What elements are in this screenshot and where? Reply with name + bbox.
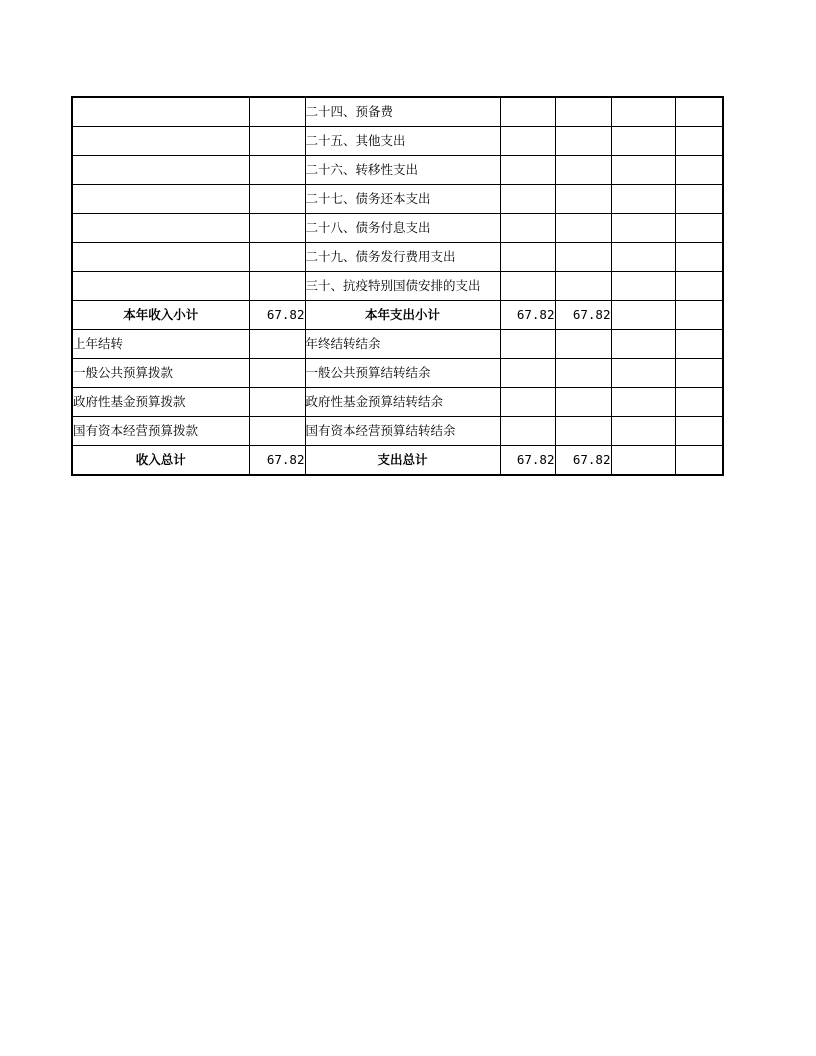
table-row (72, 97, 723, 127)
expense-item: 二十四、预备费 (305, 97, 500, 127)
expense-general-budget (555, 417, 611, 446)
expense-capital-budget (675, 214, 723, 243)
expense-fund-budget (611, 214, 675, 243)
expense-general-budget (555, 388, 611, 417)
expense-total (500, 388, 555, 417)
expense-fund-budget (611, 156, 675, 185)
expense-subtotal-total: 67.82 (500, 301, 555, 330)
expense-fund-budget (611, 185, 675, 214)
expense-fund-budget (611, 243, 675, 272)
income-amount (249, 359, 305, 388)
expense-total (500, 185, 555, 214)
expense-item: 国有资本经营预算结转结余 (305, 417, 500, 446)
income-amount (249, 214, 305, 243)
table-row (72, 417, 723, 446)
expense-fund-budget (611, 330, 675, 359)
expense-item: 二十七、债务还本支出 (305, 185, 500, 214)
income-amount (249, 330, 305, 359)
expense-subtotal-fund-budget (611, 301, 675, 330)
expense-total (500, 97, 555, 127)
income-amount (249, 97, 305, 127)
income-item: 国有资本经营预算拨款 (72, 417, 249, 446)
expense-general-budget (555, 330, 611, 359)
expense-general-budget (555, 97, 611, 127)
expense-fund-budget (611, 127, 675, 156)
expense-grand-capital-budget (675, 446, 723, 476)
expense-fund-budget (611, 388, 675, 417)
expense-general-budget (555, 127, 611, 156)
table-row (72, 272, 723, 301)
expense-total (500, 417, 555, 446)
expense-grand-fund-budget (611, 446, 675, 476)
expense-general-budget (555, 156, 611, 185)
expense-total (500, 214, 555, 243)
total-row (72, 446, 723, 476)
expense-item: 二十八、债务付息支出 (305, 214, 500, 243)
expense-general-budget (555, 185, 611, 214)
expense-total (500, 243, 555, 272)
expense-item: 二十五、其他支出 (305, 127, 500, 156)
income-item (72, 127, 249, 156)
table-row (72, 185, 723, 214)
subtotal-row (72, 301, 723, 330)
expense-subtotal-capital-budget (675, 301, 723, 330)
income-item: 上年结转 (72, 330, 249, 359)
income-amount (249, 417, 305, 446)
table-row (72, 243, 723, 272)
table-row (72, 359, 723, 388)
table-row (72, 214, 723, 243)
income-item (72, 243, 249, 272)
expense-capital-budget (675, 388, 723, 417)
expense-capital-budget (675, 185, 723, 214)
income-item (72, 156, 249, 185)
expense-item: 三十、抗疫特别国债安排的支出 (305, 272, 500, 301)
expense-fund-budget (611, 97, 675, 127)
table-row (72, 156, 723, 185)
expense-capital-budget (675, 156, 723, 185)
expense-capital-budget (675, 127, 723, 156)
income-amount (249, 185, 305, 214)
expense-general-budget (555, 214, 611, 243)
expense-grand-general-budget: 67.82 (555, 446, 611, 476)
expense-item: 二十六、转移性支出 (305, 156, 500, 185)
income-item (72, 97, 249, 127)
expense-item: 二十九、债务发行费用支出 (305, 243, 500, 272)
income-total-amount: 67.82 (249, 446, 305, 476)
expense-general-budget (555, 272, 611, 301)
expense-item: 年终结转结余 (305, 330, 500, 359)
income-subtotal-label: 本年收入小计 (72, 301, 249, 330)
expense-capital-budget (675, 97, 723, 127)
expense-fund-budget (611, 272, 675, 301)
income-total-label: 收入总计 (72, 446, 249, 476)
income-item (72, 214, 249, 243)
income-item (72, 185, 249, 214)
income-item (72, 272, 249, 301)
expense-total-label: 支出总计 (305, 446, 500, 476)
expense-item: 政府性基金预算结转结余 (305, 388, 500, 417)
expense-subtotal-general-budget: 67.82 (555, 301, 611, 330)
expense-fund-budget (611, 359, 675, 388)
expense-subtotal-label: 本年支出小计 (305, 301, 500, 330)
income-item: 一般公共预算拨款 (72, 359, 249, 388)
income-amount (249, 388, 305, 417)
expense-total (500, 359, 555, 388)
expense-total (500, 330, 555, 359)
expense-capital-budget (675, 417, 723, 446)
expense-capital-budget (675, 272, 723, 301)
expense-item: 一般公共预算结转结余 (305, 359, 500, 388)
expense-total (500, 272, 555, 301)
income-amount (249, 156, 305, 185)
expense-capital-budget (675, 359, 723, 388)
income-amount (249, 272, 305, 301)
expense-general-budget (555, 359, 611, 388)
table-row (72, 330, 723, 359)
expense-capital-budget (675, 243, 723, 272)
budget-table (71, 96, 724, 476)
expense-total (500, 127, 555, 156)
expense-fund-budget (611, 417, 675, 446)
expense-grand-total: 67.82 (500, 446, 555, 476)
table-row (72, 388, 723, 417)
table-row (72, 127, 723, 156)
expense-general-budget (555, 243, 611, 272)
income-amount (249, 243, 305, 272)
income-amount (249, 127, 305, 156)
income-subtotal-amount: 67.82 (249, 301, 305, 330)
expense-total (500, 156, 555, 185)
expense-capital-budget (675, 330, 723, 359)
income-item: 政府性基金预算拨款 (72, 388, 249, 417)
